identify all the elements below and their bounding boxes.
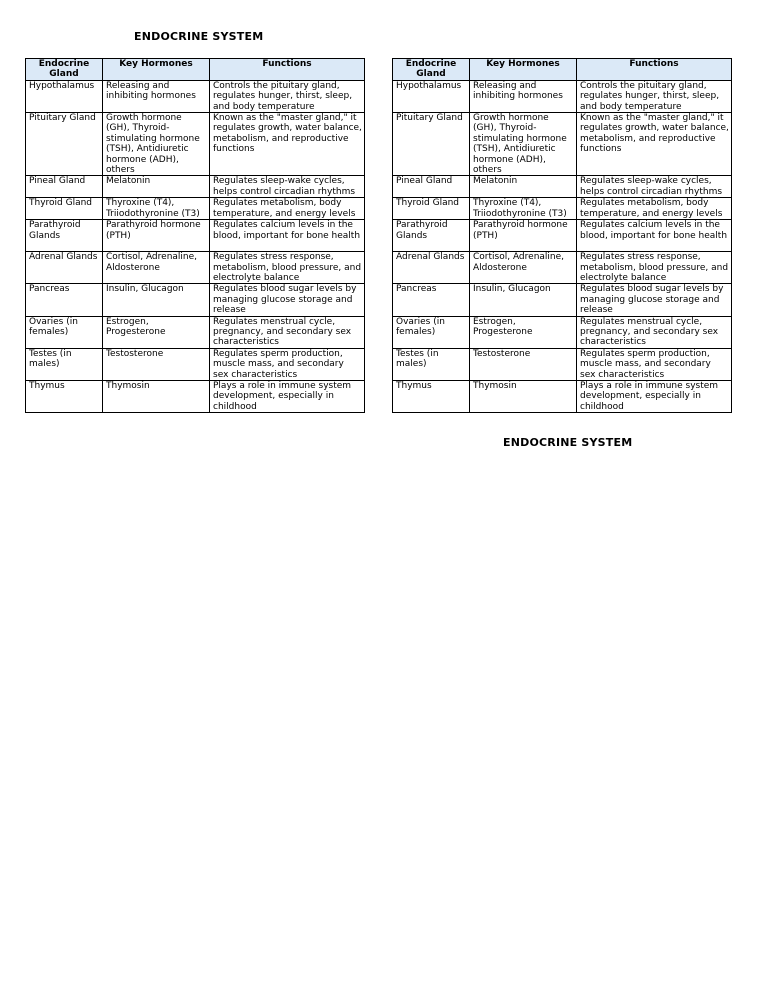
hormones-cell: Insulin, Glucagon	[103, 284, 210, 316]
gland-cell: Hypothalamus	[26, 80, 103, 112]
hormones-cell: Thymosin	[103, 380, 210, 412]
table-row	[393, 252, 732, 284]
gland-cell: Pancreas	[26, 284, 103, 316]
hormones-cell: Cortisol, Adrenaline, Aldosterone	[470, 252, 577, 284]
gland-cell: Ovaries (in females)	[393, 316, 470, 348]
header-endocrine-gland: Endocrine Gland	[26, 59, 103, 81]
table-row	[26, 316, 365, 348]
table-row	[393, 176, 732, 198]
document-title-left: ENDOCRINE SYSTEM	[134, 30, 264, 43]
table-row	[26, 176, 365, 198]
gland-cell: Adrenal Glands	[26, 252, 103, 284]
hormones-cell: Melatonin	[470, 176, 577, 198]
gland-cell: Testes (in males)	[393, 348, 470, 380]
hormones-cell: Releasing and inhibiting hormones	[470, 80, 577, 112]
functions-cell: Regulates calcium levels in the blood, important for bone health	[210, 220, 365, 252]
table-row	[393, 198, 732, 220]
gland-cell: Pineal Gland	[393, 176, 470, 198]
table-row	[26, 220, 365, 252]
gland-cell: Thymus	[393, 380, 470, 412]
header-functions: Functions	[577, 59, 732, 81]
gland-cell: Pineal Gland	[26, 176, 103, 198]
header-endocrine-gland: Endocrine Gland	[393, 59, 470, 81]
functions-cell: Controls the pituitary gland, regulates hunger, thirst, sleep, and body temperature	[577, 80, 732, 112]
table-row	[26, 284, 365, 316]
functions-cell: Regulates calcium levels in the blood, important for bone health	[577, 220, 732, 252]
hormones-cell: Melatonin	[103, 176, 210, 198]
functions-cell: Regulates metabolism, body temperature, and energy levels	[210, 198, 365, 220]
functions-cell: Plays a role in immune system development, especially in childhood	[577, 380, 732, 412]
functions-cell: Regulates stress response, metabolism, blood pressure, and electrolyte balance	[210, 252, 365, 284]
hormones-cell: Testosterone	[103, 348, 210, 380]
functions-cell: Regulates stress response, metabolism, blood pressure, and electrolyte balance	[577, 252, 732, 284]
functions-cell: Regulates metabolism, body temperature, and energy levels	[577, 198, 732, 220]
header-key-hormones: Key Hormones	[470, 59, 577, 81]
hormones-cell: Cortisol, Adrenaline, Aldosterone	[103, 252, 210, 284]
table-row	[393, 348, 732, 380]
gland-cell: Thymus	[26, 380, 103, 412]
table-row	[393, 220, 732, 252]
hormones-cell: Testosterone	[470, 348, 577, 380]
gland-cell: Hypothalamus	[393, 80, 470, 112]
functions-cell: Regulates menstrual cycle, pregnancy, and secondary sex characteristics	[577, 316, 732, 348]
hormones-cell: Parathyroid hormone (PTH)	[103, 220, 210, 252]
endocrine-table-right	[392, 58, 732, 413]
hormones-cell: Thyroxine (T4), Triiodothyronine (T3)	[103, 198, 210, 220]
gland-cell: Parathyroid Glands	[26, 220, 103, 252]
table-header-row	[26, 59, 365, 81]
table-row	[26, 198, 365, 220]
header-key-hormones: Key Hormones	[103, 59, 210, 81]
table-row	[26, 252, 365, 284]
table-row	[26, 348, 365, 380]
gland-cell: Pituitary Gland	[393, 113, 470, 176]
document-title-right: ENDOCRINE SYSTEM	[503, 436, 633, 449]
functions-cell: Regulates blood sugar levels by managing glucose storage and release	[577, 284, 732, 316]
functions-cell: Regulates sleep-wake cycles, helps control circadian rhythms	[577, 176, 732, 198]
hormones-cell: Releasing and inhibiting hormones	[103, 80, 210, 112]
table-header-row	[393, 59, 732, 81]
header-functions: Functions	[210, 59, 365, 81]
functions-cell: Plays a role in immune system development, especially in childhood	[210, 380, 365, 412]
table-row	[26, 80, 365, 112]
table-row	[393, 380, 732, 412]
hormones-cell: Estrogen, Progesterone	[470, 316, 577, 348]
hormones-cell: Growth hormone (GH), Thyroid-stimulating hormone (TSH), Antidiuretic hormone (ADH), others	[470, 113, 577, 176]
gland-cell: Thyroid Gland	[393, 198, 470, 220]
table-row	[393, 316, 732, 348]
gland-cell: Pancreas	[393, 284, 470, 316]
table-row	[26, 113, 365, 176]
functions-cell: Known as the "master gland," it regulates growth, water balance, metabolism, and reproductive functions	[577, 113, 732, 176]
hormones-cell: Parathyroid hormone (PTH)	[470, 220, 577, 252]
gland-cell: Ovaries (in females)	[26, 316, 103, 348]
hormones-cell: Estrogen, Progesterone	[103, 316, 210, 348]
gland-cell: Adrenal Glands	[393, 252, 470, 284]
gland-cell: Testes (in males)	[26, 348, 103, 380]
functions-cell: Controls the pituitary gland, regulates hunger, thirst, sleep, and body temperature	[210, 80, 365, 112]
table-row	[393, 80, 732, 112]
functions-cell: Regulates sperm production, muscle mass, and secondary sex characteristics	[577, 348, 732, 380]
gland-cell: Pituitary Gland	[26, 113, 103, 176]
functions-cell: Regulates blood sugar levels by managing glucose storage and release	[210, 284, 365, 316]
gland-cell: Thyroid Gland	[26, 198, 103, 220]
hormones-cell: Thymosin	[470, 380, 577, 412]
hormones-cell: Thyroxine (T4), Triiodothyronine (T3)	[470, 198, 577, 220]
table-row	[393, 113, 732, 176]
functions-cell: Known as the "master gland," it regulates growth, water balance, metabolism, and reproductive functions	[210, 113, 365, 176]
table-row	[26, 380, 365, 412]
hormones-cell: Insulin, Glucagon	[470, 284, 577, 316]
endocrine-table-left	[25, 58, 365, 413]
table-row	[393, 284, 732, 316]
functions-cell: Regulates sperm production, muscle mass, and secondary sex characteristics	[210, 348, 365, 380]
hormones-cell: Growth hormone (GH), Thyroid-stimulating hormone (TSH), Antidiuretic hormone (ADH), others	[103, 113, 210, 176]
functions-cell: Regulates sleep-wake cycles, helps control circadian rhythms	[210, 176, 365, 198]
gland-cell: Parathyroid Glands	[393, 220, 470, 252]
functions-cell: Regulates menstrual cycle, pregnancy, and secondary sex characteristics	[210, 316, 365, 348]
